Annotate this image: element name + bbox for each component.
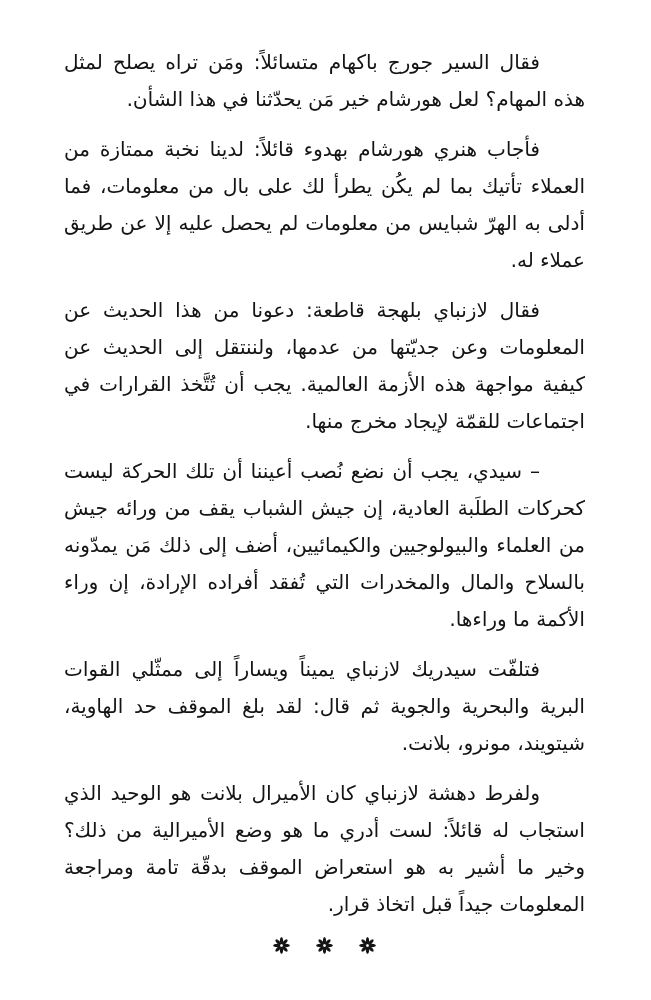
paragraph-1: فقال السير جورج باكهام متسائلاً: ومَن تراه يصلح لمثل هذه المهام؟ لعل هورشام خير مَن يحدّثنا في هذا الشأن. <box>64 50 585 111</box>
paragraph-4: – سيدي، يجب أن نضع نُصب أعيننا أن تلك الحركة ليست كحركات الطلَبة العادية، إن جيش الشباب يقف من ورائه جيش من العلماء والبيولوجيين والكيمائيين، أضف إلى ذلك مَن يمدّونه بالسلاح والمال والمخدرات التي تُفقد أفراده الإرادة، إن وراء الأكمة ما وراءها. <box>64 459 585 631</box>
asterisk-icon <box>316 937 333 954</box>
section-break-ornament <box>64 937 585 954</box>
paragraph-5: فتلفّت سيدريك لازنباي يميناً ويساراً إلى ممثّلي القوات البرية والبحرية والجوية ثم قال: لقد بلغ الموقف حد الهاوية، شيتويند، مونرو، بلانت. <box>64 657 585 755</box>
paragraph-6: ولفرط دهشة لازنباي كان الأميرال بلانت هو الوحيد الذي استجاب له قائلاً: لست أدري ما هو وضع الأميرالية من ذلك؟ وخير ما أشير به هو استعراض الموقف بدقّة تامة ومراجعة المعلومات جيداً قبل اتخاذ قرار. <box>64 781 585 916</box>
paragraph-2: فأجاب هنري هورشام بهدوء قائلاً: لدينا نخبة ممتازة من العملاء تأتيك بما لم يكُن يطرأ لك على بال من معلومات، فما أدلى به الهرّ شبايس من معلومات لم يحصل عليه إلا عن طريق عملاء له. <box>64 137 585 272</box>
asterisk-icon <box>359 937 376 954</box>
asterisk-icon <box>273 937 290 954</box>
paragraph-3: فقال لازنباي بلهجة قاطعة: دعونا من هذا الحديث عن المعلومات وعن جديّتها من عدمها، ولننتقل إلى الحديث عن كيفية مواجهة هذه الأزمة العالمية. يجب أن تُتَّخذ القرارات في اجتماعات للقمّة لإيجاد مخرج منها. <box>64 298 585 433</box>
